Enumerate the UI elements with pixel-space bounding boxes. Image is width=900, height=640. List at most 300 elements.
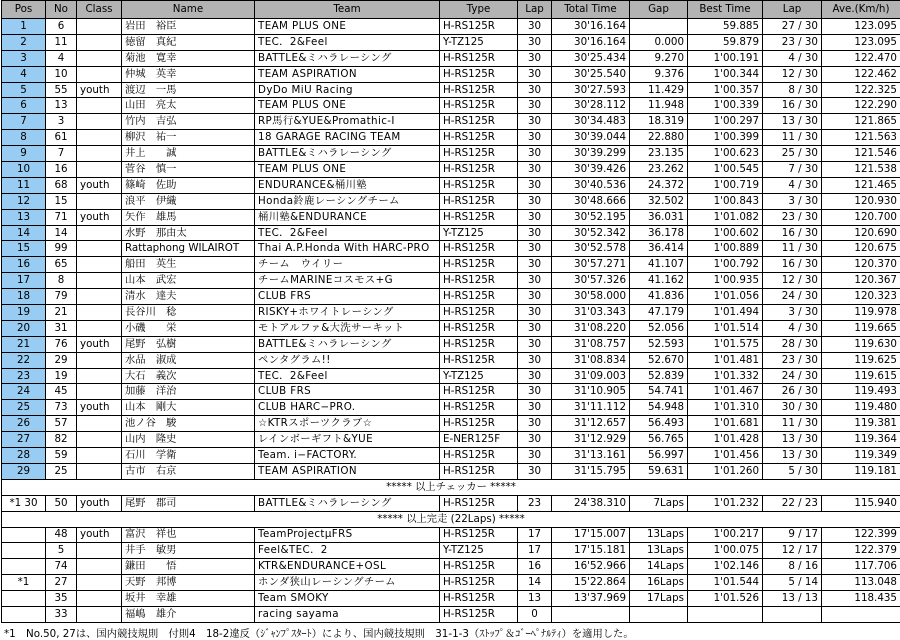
best-time-cell: 1'01.310	[688, 400, 763, 416]
number-cell: 11	[46, 34, 77, 50]
number-cell: 59	[46, 448, 77, 464]
average-speed-cell: 123.095	[822, 34, 900, 50]
type-cell: H-RS125R	[440, 114, 518, 130]
class-cell: youth	[77, 527, 122, 543]
rider-name-cell: 菅谷 慎一	[122, 162, 255, 178]
type-cell: H-RS125R	[440, 177, 518, 193]
header-cell: Best Time	[688, 1, 763, 19]
best-lap-cell: 11 / 30	[763, 416, 822, 432]
gap-cell: 0.000	[630, 34, 688, 50]
class-cell	[77, 66, 122, 82]
rider-name-cell: 石川 学衛	[122, 448, 255, 464]
result-row	[2, 336, 900, 352]
team-cell: RISKY+ホワイトレーシング	[255, 305, 440, 321]
rider-name-cell: 坂井 幸雄	[122, 591, 255, 607]
laps-cell: 30	[518, 273, 552, 289]
number-cell: 10	[46, 66, 77, 82]
number-cell: 57	[46, 416, 77, 432]
gap-cell: 52.056	[630, 320, 688, 336]
gap-cell: 41.162	[630, 273, 688, 289]
best-lap-cell: 13 / 30	[763, 432, 822, 448]
team-cell: TeamProjectμFRS	[255, 527, 440, 543]
pos-cell: 22	[2, 352, 46, 368]
total-time-cell: 13'37.969	[552, 591, 630, 607]
best-time-cell: 1'00.545	[688, 162, 763, 178]
class-cell: youth	[77, 336, 122, 352]
best-lap-cell: 13 / 13	[763, 591, 822, 607]
average-speed-cell: 121.865	[822, 114, 900, 130]
total-time-cell: 30'39.299	[552, 146, 630, 162]
type-cell: H-RS125R	[440, 66, 518, 82]
result-row	[2, 225, 900, 241]
result-row	[2, 368, 900, 384]
total-time-cell: 31'11.112	[552, 400, 630, 416]
type-cell: H-RS125R	[440, 463, 518, 479]
class-cell	[77, 416, 122, 432]
type-cell: H-RS125R	[440, 193, 518, 209]
best-time-cell: 1'01.232	[688, 495, 763, 511]
type-cell: H-RS125R	[440, 336, 518, 352]
rider-name-cell: Rattaphong WILAIROT	[122, 241, 255, 257]
type-cell: Y-TZ125	[440, 225, 518, 241]
result-row	[2, 352, 900, 368]
average-speed-cell: 119.364	[822, 432, 900, 448]
pos-cell: 18	[2, 289, 46, 305]
number-cell: 16	[46, 162, 77, 178]
total-time-cell: 31'12.929	[552, 432, 630, 448]
pos-cell: 4	[2, 66, 46, 82]
laps-cell: 30	[518, 416, 552, 432]
laps-cell: 30	[518, 146, 552, 162]
pos-cell: 20	[2, 320, 46, 336]
team-cell: CLUB FRS	[255, 289, 440, 305]
best-lap-cell: 11 / 30	[763, 130, 822, 146]
best-lap-cell: 24 / 30	[763, 368, 822, 384]
class-cell	[77, 559, 122, 575]
laps-cell: 30	[518, 241, 552, 257]
team-cell: KTR&ENDURANCE+OSL	[255, 559, 440, 575]
laps-cell: 30	[518, 368, 552, 384]
best-time-cell: 1'00.602	[688, 225, 763, 241]
class-cell	[77, 289, 122, 305]
gap-cell: 23.262	[630, 162, 688, 178]
best-time-cell: 1'00.297	[688, 114, 763, 130]
total-time-cell: 31'08.834	[552, 352, 630, 368]
pos-cell: 10	[2, 162, 46, 178]
number-cell: 31	[46, 320, 77, 336]
gap-cell: 54.948	[630, 400, 688, 416]
type-cell: H-RS125R	[440, 289, 518, 305]
rider-name-cell: 尾野 弘樹	[122, 336, 255, 352]
gap-cell: 56.765	[630, 432, 688, 448]
gap-cell: 13Laps	[630, 543, 688, 559]
total-time-cell: 30'48.666	[552, 193, 630, 209]
best-time-cell: 1'01.428	[688, 432, 763, 448]
pos-cell: 26	[2, 416, 46, 432]
pos-cell: 19	[2, 305, 46, 321]
type-cell: H-RS125R	[440, 606, 518, 622]
number-cell: 82	[46, 432, 77, 448]
average-speed-cell: 119.181	[822, 463, 900, 479]
best-lap-cell: 4 / 30	[763, 177, 822, 193]
laps-cell: 17	[518, 543, 552, 559]
laps-cell: 23	[518, 495, 552, 511]
laps-cell: 30	[518, 289, 552, 305]
laps-cell: 0	[518, 606, 552, 622]
total-time-cell: 30'40.536	[552, 177, 630, 193]
pos-cell: *1	[2, 575, 46, 591]
type-cell: H-RS125R	[440, 591, 518, 607]
rider-name-cell: 柳沢 祐一	[122, 130, 255, 146]
best-time-cell: 1'00.399	[688, 130, 763, 146]
pos-cell: 12	[2, 193, 46, 209]
rider-name-cell: 渡辺 一馬	[122, 82, 255, 98]
best-time-cell: 1'01.526	[688, 591, 763, 607]
header-cell: Lap	[518, 1, 552, 19]
laps-cell: 30	[518, 336, 552, 352]
laps-cell: 30	[518, 463, 552, 479]
number-cell: 76	[46, 336, 77, 352]
best-lap-cell: 24 / 30	[763, 289, 822, 305]
rider-name-cell: 尾野 郡司	[122, 495, 255, 511]
team-cell: racing sayama	[255, 606, 440, 622]
team-cell: Thai A.P.Honda With HARC-PRO	[255, 241, 440, 257]
type-cell: H-RS125R	[440, 82, 518, 98]
average-speed-cell: 119.630	[822, 336, 900, 352]
type-cell: H-RS125R	[440, 400, 518, 416]
team-cell: TEC．2&Feel	[255, 34, 440, 50]
result-row	[2, 400, 900, 416]
laps-cell: 30	[518, 384, 552, 400]
type-cell: H-RS125R	[440, 495, 518, 511]
average-speed-cell: 113.048	[822, 575, 900, 591]
number-cell: 33	[46, 606, 77, 622]
best-time-cell: 1'00.843	[688, 193, 763, 209]
best-lap-cell: 26 / 30	[763, 384, 822, 400]
result-row	[2, 559, 900, 575]
best-lap-cell: 28 / 30	[763, 336, 822, 352]
best-lap-cell: 4 / 30	[763, 320, 822, 336]
total-time-cell: 30'34.483	[552, 114, 630, 130]
total-time-cell: 30'52.195	[552, 209, 630, 225]
best-lap-cell: 5 / 30	[763, 463, 822, 479]
rider-name-cell: 竹内 吉弘	[122, 114, 255, 130]
best-lap-cell: 11 / 30	[763, 241, 822, 257]
gap-cell: 9.376	[630, 66, 688, 82]
type-cell: H-RS125R	[440, 448, 518, 464]
average-speed-cell: 118.435	[822, 591, 900, 607]
result-row	[2, 527, 900, 543]
laps-cell: 30	[518, 114, 552, 130]
result-row	[2, 50, 900, 66]
total-time-cell: 31'08.757	[552, 336, 630, 352]
class-cell	[77, 241, 122, 257]
class-cell: youth	[77, 82, 122, 98]
gap-cell: 52.593	[630, 336, 688, 352]
result-row	[2, 591, 900, 607]
class-cell: youth	[77, 495, 122, 511]
footnote: *1 No.50, 27は、国内競技規則 付則4 18-2違反（ｼﾞｬﾝﾌﾟｽﾀｰﾄ）により、国内競技規則 31-1-3（ｽﾄｯﾌﾟ＆ｺﾞｰﾍﾟﾅﾙﾃｨ）を適用した。	[4, 625, 634, 640]
number-cell: 68	[46, 177, 77, 193]
pos-cell: 29	[2, 463, 46, 479]
average-speed-cell: 120.700	[822, 209, 900, 225]
total-time-cell: 30'39.044	[552, 130, 630, 146]
team-cell: チーム ウイリー	[255, 257, 440, 273]
laps-cell: 30	[518, 257, 552, 273]
total-time-cell: 31'12.657	[552, 416, 630, 432]
number-cell: 55	[46, 82, 77, 98]
rider-name-cell: 仲城 英幸	[122, 66, 255, 82]
result-row	[2, 289, 900, 305]
type-cell: H-RS125R	[440, 130, 518, 146]
best-lap-cell	[763, 606, 822, 622]
type-cell: H-RS125R	[440, 241, 518, 257]
total-time-cell: 30'25.540	[552, 66, 630, 82]
total-time-cell: 30'52.578	[552, 241, 630, 257]
result-row	[2, 305, 900, 321]
result-row	[2, 146, 900, 162]
total-time-cell: 31'09.003	[552, 368, 630, 384]
header-cell: Pos	[2, 1, 46, 19]
average-speed-cell: 119.381	[822, 416, 900, 432]
best-time-cell: 1'00.792	[688, 257, 763, 273]
average-speed-cell: 122.462	[822, 66, 900, 82]
team-cell: ENDURANCE&桶川塾	[255, 177, 440, 193]
gap-cell: 24.372	[630, 177, 688, 193]
average-speed-cell: 120.367	[822, 273, 900, 289]
rider-name-cell: 水野 那由太	[122, 225, 255, 241]
best-lap-cell: 25 / 30	[763, 146, 822, 162]
total-time-cell: 17'15.007	[552, 527, 630, 543]
result-row	[2, 606, 900, 622]
total-time-cell: 30'39.426	[552, 162, 630, 178]
average-speed-cell	[822, 606, 900, 622]
rider-name-cell: 天野 邦博	[122, 575, 255, 591]
team-cell: 桶川塾&ENDURANCE	[255, 209, 440, 225]
best-lap-cell: 3 / 30	[763, 305, 822, 321]
average-speed-cell: 119.665	[822, 320, 900, 336]
best-time-cell: 1'00.719	[688, 177, 763, 193]
total-time-cell: 24'38.310	[552, 495, 630, 511]
number-cell: 13	[46, 98, 77, 114]
best-time-cell: 1'00.191	[688, 50, 763, 66]
number-cell: 8	[46, 273, 77, 289]
type-cell: Y-TZ125	[440, 34, 518, 50]
team-cell: BATTLE&ミハラレーシング	[255, 50, 440, 66]
gap-cell: 17Laps	[630, 591, 688, 607]
pos-cell: 16	[2, 257, 46, 273]
gap-cell: 36.031	[630, 209, 688, 225]
total-time-cell: 30'28.112	[552, 98, 630, 114]
team-cell: 18 GARAGE RACING TEAM	[255, 130, 440, 146]
laps-cell: 13	[518, 591, 552, 607]
separator-text: ***** 以上完走 (22Laps) *****	[2, 511, 900, 527]
type-cell: Y-TZ125	[440, 368, 518, 384]
gap-cell: 36.414	[630, 241, 688, 257]
class-cell	[77, 368, 122, 384]
pos-cell: 11	[2, 177, 46, 193]
gap-cell	[630, 606, 688, 622]
gap-cell: 9.270	[630, 50, 688, 66]
rider-name-cell: 加藤 洋治	[122, 384, 255, 400]
number-cell: 45	[46, 384, 77, 400]
number-cell: 3	[46, 114, 77, 130]
number-cell: 73	[46, 400, 77, 416]
team-cell: レインボーギフト&YUE	[255, 432, 440, 448]
best-time-cell: 1'02.146	[688, 559, 763, 575]
class-cell	[77, 50, 122, 66]
best-lap-cell: 12 / 17	[763, 543, 822, 559]
total-time-cell	[552, 606, 630, 622]
gap-cell: 11.429	[630, 82, 688, 98]
rider-name-cell: 大石 義次	[122, 368, 255, 384]
gap-cell: 52.670	[630, 352, 688, 368]
rider-name-cell: 山本 剛大	[122, 400, 255, 416]
pos-cell: 13	[2, 209, 46, 225]
number-cell: 35	[46, 591, 77, 607]
number-cell: 7	[46, 146, 77, 162]
best-lap-cell: 4 / 30	[763, 50, 822, 66]
total-time-cell: 30'25.434	[552, 50, 630, 66]
pos-cell: 28	[2, 448, 46, 464]
team-cell: チームMARINEコスモス+G	[255, 273, 440, 289]
laps-cell: 16	[518, 559, 552, 575]
result-row	[2, 98, 900, 114]
best-lap-cell: 5 / 14	[763, 575, 822, 591]
total-time-cell: 31'10.905	[552, 384, 630, 400]
best-time-cell: 1'00.217	[688, 527, 763, 543]
total-time-cell: 30'27.593	[552, 82, 630, 98]
result-row	[2, 130, 900, 146]
result-row	[2, 209, 900, 225]
gap-cell: 14Laps	[630, 559, 688, 575]
result-row	[2, 193, 900, 209]
average-speed-cell: 119.978	[822, 305, 900, 321]
laps-cell: 30	[518, 19, 552, 35]
class-cell	[77, 193, 122, 209]
best-time-cell: 59.885	[688, 19, 763, 35]
class-cell	[77, 432, 122, 448]
best-lap-cell: 3 / 30	[763, 193, 822, 209]
result-row	[2, 162, 900, 178]
gap-cell: 11.948	[630, 98, 688, 114]
type-cell: H-RS125R	[440, 384, 518, 400]
laps-cell: 30	[518, 352, 552, 368]
pos-cell: 8	[2, 130, 46, 146]
type-cell: H-RS125R	[440, 559, 518, 575]
gap-cell	[630, 19, 688, 35]
number-cell: 4	[46, 50, 77, 66]
gap-cell: 54.741	[630, 384, 688, 400]
class-cell: youth	[77, 177, 122, 193]
number-cell: 71	[46, 209, 77, 225]
pos-cell: 17	[2, 273, 46, 289]
class-cell	[77, 606, 122, 622]
laps-cell: 30	[518, 82, 552, 98]
best-time-cell: 1'01.514	[688, 320, 763, 336]
laps-cell: 30	[518, 130, 552, 146]
gap-cell: 41.107	[630, 257, 688, 273]
class-cell	[77, 19, 122, 35]
header-cell: Lap	[763, 1, 822, 19]
pos-cell: 5	[2, 82, 46, 98]
type-cell: H-RS125R	[440, 320, 518, 336]
type-cell: H-RS125R	[440, 273, 518, 289]
rider-name-cell: 井上 誠	[122, 146, 255, 162]
laps-cell: 30	[518, 400, 552, 416]
team-cell: ペンタグラム!!	[255, 352, 440, 368]
header-cell: Class	[77, 1, 122, 19]
average-speed-cell: 120.323	[822, 289, 900, 305]
type-cell: H-RS125R	[440, 19, 518, 35]
rider-name-cell: 池ノ谷 駿	[122, 416, 255, 432]
rider-name-cell: 福嶋 雄介	[122, 606, 255, 622]
separator-row	[2, 511, 900, 527]
header-cell: No	[46, 1, 77, 19]
best-time-cell: 1'00.889	[688, 241, 763, 257]
team-cell: CLUB FRS	[255, 384, 440, 400]
best-time-cell: 1'01.467	[688, 384, 763, 400]
best-lap-cell: 16 / 30	[763, 225, 822, 241]
pos-cell: 2	[2, 34, 46, 50]
class-cell	[77, 257, 122, 273]
best-lap-cell: 16 / 30	[763, 257, 822, 273]
type-cell: H-RS125R	[440, 527, 518, 543]
number-cell: 25	[46, 463, 77, 479]
class-cell	[77, 225, 122, 241]
laps-cell: 30	[518, 305, 552, 321]
total-time-cell: 16'52.966	[552, 559, 630, 575]
best-lap-cell: 16 / 30	[763, 98, 822, 114]
pos-cell: 1	[2, 19, 46, 35]
team-cell: TEAM PLUS ONE	[255, 98, 440, 114]
total-time-cell: 30'52.342	[552, 225, 630, 241]
team-cell: ☆KTRスポーツクラブ☆	[255, 416, 440, 432]
result-row	[2, 34, 900, 50]
gap-cell: 59.631	[630, 463, 688, 479]
laps-cell: 14	[518, 575, 552, 591]
average-speed-cell: 121.546	[822, 146, 900, 162]
class-cell	[77, 273, 122, 289]
type-cell: H-RS125R	[440, 98, 518, 114]
best-lap-cell: 12 / 30	[763, 273, 822, 289]
gap-cell: 23.135	[630, 146, 688, 162]
team-cell: Team. i−FACTORY.	[255, 448, 440, 464]
class-cell	[77, 130, 122, 146]
laps-cell: 17	[518, 527, 552, 543]
team-cell: RP馬行&YUE&Promathic-I	[255, 114, 440, 130]
gap-cell: 41.836	[630, 289, 688, 305]
rider-name-cell: 長谷川 稔	[122, 305, 255, 321]
class-cell	[77, 591, 122, 607]
team-cell: BATTLE&ミハラレーシング	[255, 336, 440, 352]
best-time-cell: 1'00.075	[688, 543, 763, 559]
rider-name-cell: 菊池 寛幸	[122, 50, 255, 66]
number-cell: 61	[46, 130, 77, 146]
average-speed-cell: 119.625	[822, 352, 900, 368]
best-time-cell: 1'01.575	[688, 336, 763, 352]
gap-cell: 56.997	[630, 448, 688, 464]
gap-cell: 47.179	[630, 305, 688, 321]
result-row	[2, 273, 900, 289]
rider-name-cell: 山本 武宏	[122, 273, 255, 289]
gap-cell: 52.839	[630, 368, 688, 384]
number-cell: 65	[46, 257, 77, 273]
result-row	[2, 448, 900, 464]
best-time-cell: 1'01.082	[688, 209, 763, 225]
pos-cell	[2, 606, 46, 622]
best-lap-cell: 9 / 17	[763, 527, 822, 543]
